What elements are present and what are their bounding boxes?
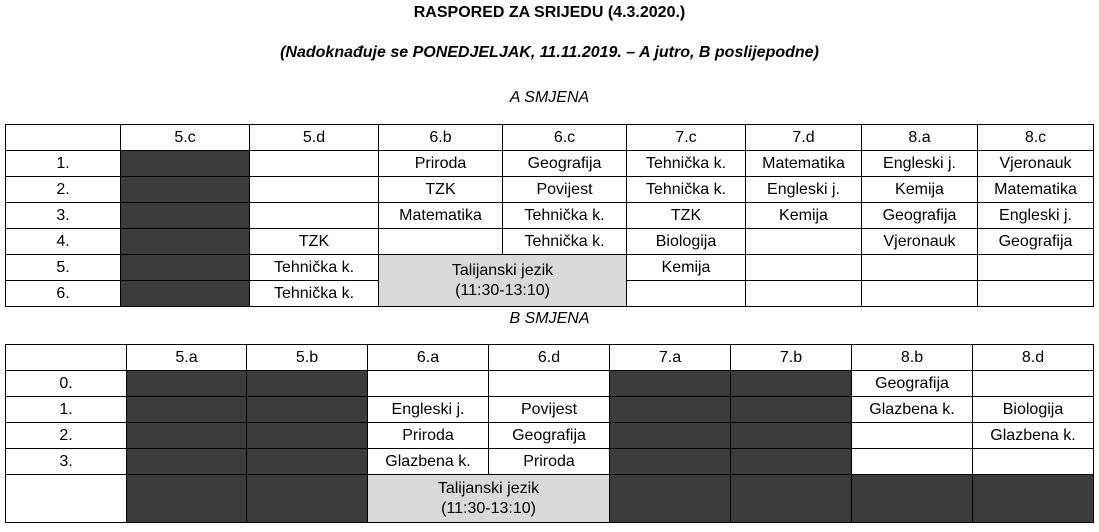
table-row	[6, 203, 1094, 229]
corner-cell	[6, 345, 127, 371]
class-header: 8.a	[862, 125, 978, 151]
period-cell: 2.	[6, 177, 121, 203]
class-header: 6.a	[368, 345, 489, 371]
class-header: 6.b	[379, 125, 503, 151]
shift-b-table	[5, 344, 1094, 523]
subject-cell: Kemija	[862, 177, 978, 203]
table-row	[6, 255, 1094, 281]
shift-b-heading: B SMJENA	[509, 310, 590, 327]
subject-cell: Glazbena k.	[973, 423, 1094, 449]
italian-subject: Talijanski jezik	[437, 479, 540, 497]
table-row	[6, 151, 1094, 177]
blocked-cell	[127, 475, 247, 523]
class-header: 5.a	[127, 345, 247, 371]
subject-cell: Engleski j.	[746, 177, 862, 203]
page-subtitle: (Nadoknađuje se PONEDJELJAK, 11.11.2019. – A jutro, B poslijepodne)	[280, 44, 819, 61]
blocked-cell	[731, 449, 852, 475]
subject-cell	[368, 371, 489, 397]
class-header: 5.b	[247, 345, 368, 371]
subject-cell	[973, 449, 1094, 475]
header-row	[6, 345, 1094, 371]
period-cell: 3.	[6, 203, 121, 229]
subject-cell	[489, 371, 610, 397]
period-cell: 4.	[6, 229, 121, 255]
italian-language-cell	[379, 255, 627, 307]
subject-cell	[746, 281, 862, 307]
subject-cell: Vjeronauk	[862, 229, 978, 255]
blocked-cell	[121, 229, 250, 255]
class-header: 7.b	[731, 345, 852, 371]
period-cell: 3.	[6, 449, 127, 475]
blocked-cell	[973, 475, 1094, 523]
subject-cell: Tehnička k.	[250, 255, 379, 281]
subject-cell: Povijest	[489, 397, 610, 423]
blocked-cell	[127, 449, 247, 475]
period-cell: 2.	[6, 423, 127, 449]
shift-a-heading: A SMJENA	[509, 89, 590, 106]
table-row	[6, 423, 1094, 449]
subject-cell	[379, 229, 503, 255]
subject-cell: Priroda	[489, 449, 610, 475]
table-row	[6, 177, 1094, 203]
period-cell: 5.	[6, 255, 121, 281]
subject-cell: Tehnička k.	[627, 177, 746, 203]
blocked-cell	[731, 423, 852, 449]
subject-cell	[746, 255, 862, 281]
class-header: 7.d	[746, 125, 862, 151]
period-cell: 6.	[6, 281, 121, 307]
subject-cell	[862, 281, 978, 307]
subject-cell: Geografija	[852, 371, 973, 397]
subject-cell: Engleski j.	[368, 397, 489, 423]
subject-cell: Biologija	[627, 229, 746, 255]
class-header: 5.c	[121, 125, 250, 151]
subject-cell: Tehnička k.	[627, 151, 746, 177]
subject-cell	[862, 255, 978, 281]
blocked-cell	[610, 371, 731, 397]
class-header: 6.c	[503, 125, 627, 151]
subject-cell: Tehnička k.	[503, 203, 627, 229]
subject-cell	[973, 371, 1094, 397]
blocked-cell	[127, 423, 247, 449]
subject-cell: Glazbena k.	[368, 449, 489, 475]
blocked-cell	[610, 449, 731, 475]
subject-cell: Glazbena k.	[852, 397, 973, 423]
subject-cell: Matematika	[379, 203, 503, 229]
period-cell	[6, 475, 127, 523]
subject-cell	[627, 281, 746, 307]
subject-cell: Priroda	[368, 423, 489, 449]
subject-cell	[852, 423, 973, 449]
subject-cell: Biologija	[973, 397, 1094, 423]
table-row	[6, 449, 1094, 475]
italian-subject: Talijanski jezik	[451, 261, 554, 279]
subject-cell	[250, 177, 379, 203]
blocked-cell	[610, 397, 731, 423]
blocked-cell	[121, 255, 250, 281]
subject-cell: Matematika	[746, 151, 862, 177]
blocked-cell	[247, 449, 368, 475]
blocked-cell	[247, 371, 368, 397]
subject-cell: Priroda	[379, 151, 503, 177]
table-row	[6, 475, 1094, 523]
subject-cell: Geografija	[862, 203, 978, 229]
subject-cell: TZK	[250, 229, 379, 255]
blocked-cell	[121, 151, 250, 177]
italian-time: (11:30-13:10)	[441, 499, 536, 517]
subject-cell: Vjeronauk	[978, 151, 1094, 177]
subject-cell: TZK	[627, 203, 746, 229]
table-row	[6, 229, 1094, 255]
subject-cell: Geografija	[503, 151, 627, 177]
subject-cell	[746, 229, 862, 255]
blocked-cell	[731, 475, 852, 523]
class-header: 8.c	[978, 125, 1094, 151]
table-row	[6, 397, 1094, 423]
blocked-cell	[610, 423, 731, 449]
subject-cell: Povijest	[503, 177, 627, 203]
subject-cell: Kemija	[627, 255, 746, 281]
subject-cell	[852, 449, 973, 475]
blocked-cell	[731, 397, 852, 423]
class-header: 7.a	[610, 345, 731, 371]
shift-a-table	[5, 124, 1094, 307]
blocked-cell	[610, 475, 731, 523]
class-header: 8.d	[973, 345, 1094, 371]
period-cell: 1.	[6, 397, 127, 423]
period-cell: 0.	[6, 371, 127, 397]
blocked-cell	[247, 423, 368, 449]
subject-cell: Engleski j.	[978, 203, 1094, 229]
class-header: 8.b	[852, 345, 973, 371]
class-header: 6.d	[489, 345, 610, 371]
header-row	[6, 125, 1094, 151]
blocked-cell	[247, 397, 368, 423]
subject-cell: Engleski j.	[862, 151, 978, 177]
italian-time: (11:30-13:10)	[455, 281, 550, 299]
blocked-cell	[121, 281, 250, 307]
blocked-cell	[852, 475, 973, 523]
blocked-cell	[127, 371, 247, 397]
italian-language-cell	[368, 475, 610, 523]
subject-cell	[978, 281, 1094, 307]
subject-cell: Kemija	[746, 203, 862, 229]
subject-cell: Geografija	[978, 229, 1094, 255]
table-row	[6, 371, 1094, 397]
blocked-cell	[121, 203, 250, 229]
subject-cell: Matematika	[978, 177, 1094, 203]
blocked-cell	[731, 371, 852, 397]
subject-cell	[250, 203, 379, 229]
class-header: 5.d	[250, 125, 379, 151]
blocked-cell	[121, 177, 250, 203]
page-title: RASPORED ZA SRIJEDU (4.3.2020.)	[413, 4, 686, 21]
subject-cell: Tehnička k.	[250, 281, 379, 307]
class-header: 7.c	[627, 125, 746, 151]
subject-cell	[250, 151, 379, 177]
subject-cell	[978, 255, 1094, 281]
period-cell: 1.	[6, 151, 121, 177]
subject-cell: Geografija	[489, 423, 610, 449]
corner-cell	[6, 125, 121, 151]
subject-cell: TZK	[379, 177, 503, 203]
subject-cell: Tehnička k.	[503, 229, 627, 255]
blocked-cell	[127, 397, 247, 423]
blocked-cell	[247, 475, 368, 523]
